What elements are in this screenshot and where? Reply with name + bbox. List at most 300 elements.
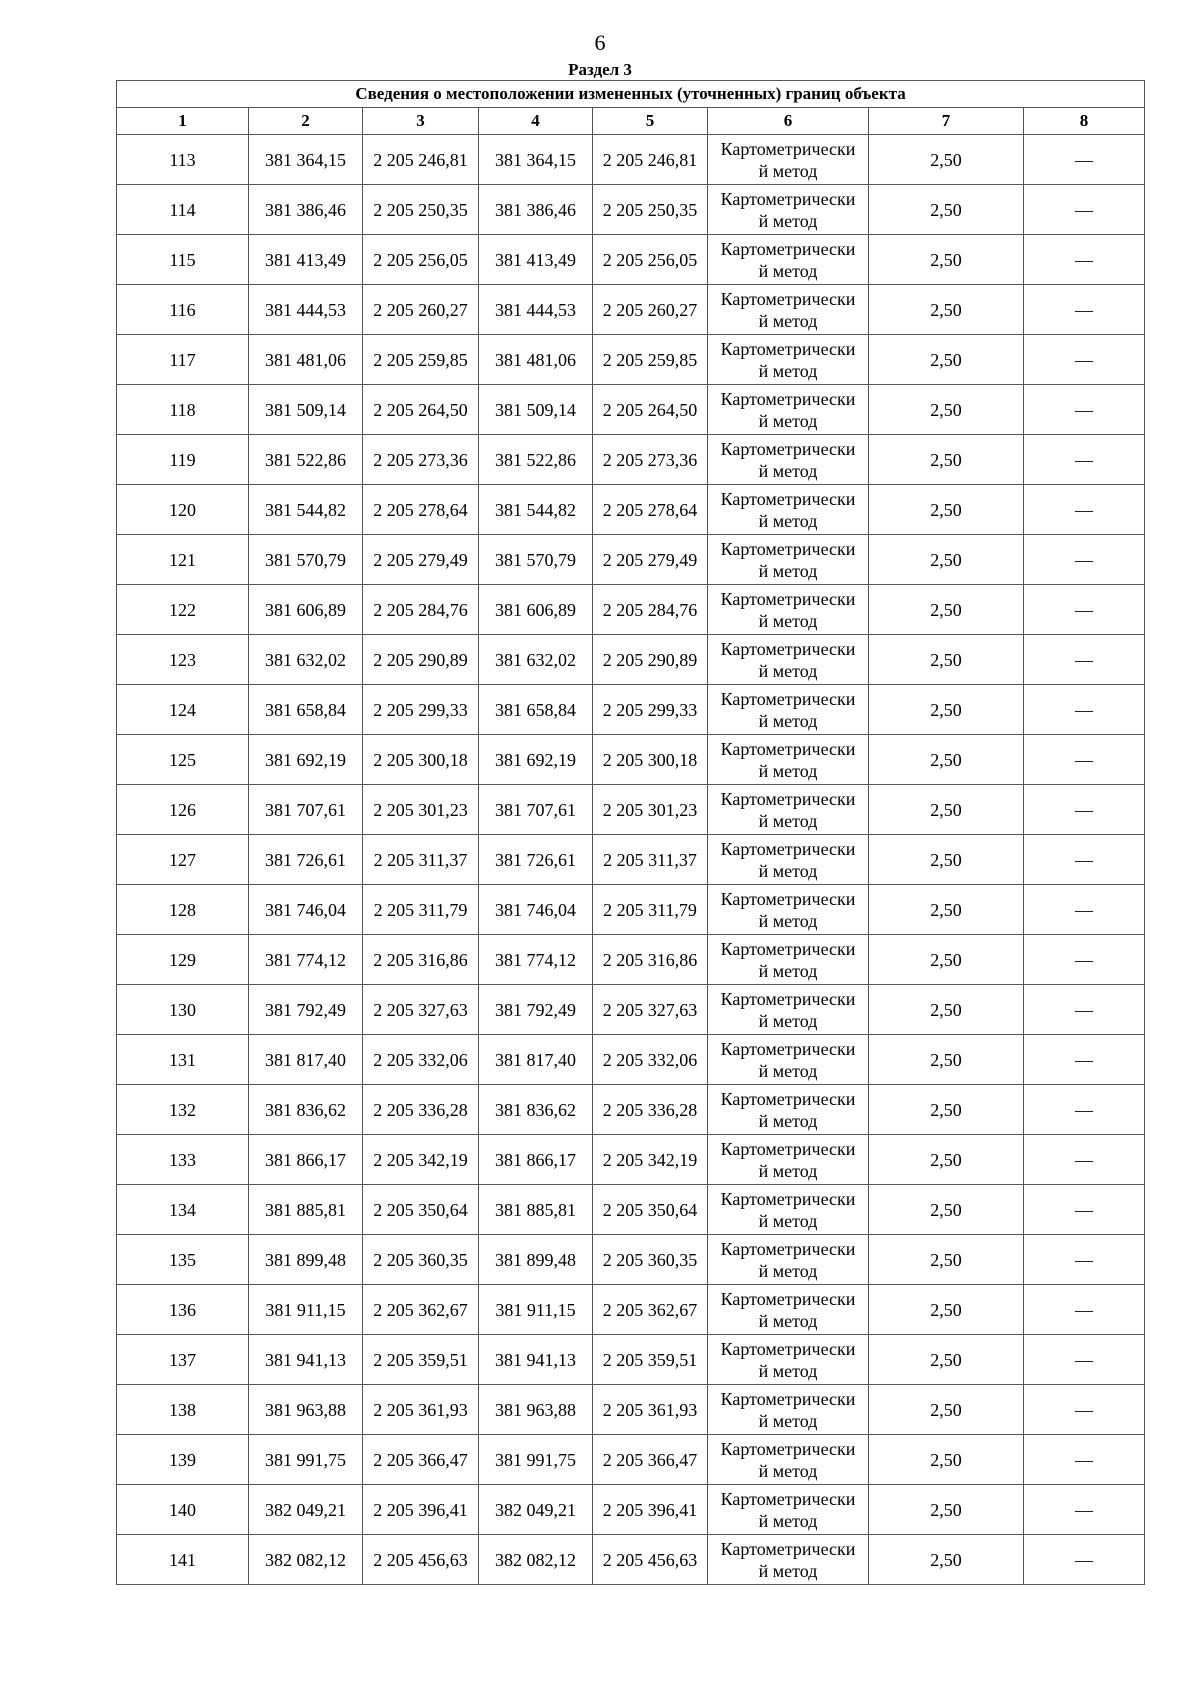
x-new-cell: 381 836,62	[479, 1085, 593, 1135]
y-new-cell: 2 205 246,81	[593, 135, 708, 185]
accuracy-cell: 2,50	[869, 435, 1024, 485]
method-cell	[708, 1085, 869, 1135]
x-new-cell: 381 885,81	[479, 1185, 593, 1235]
y-new-cell: 2 205 361,93	[593, 1385, 708, 1435]
method-line-2: й метод	[758, 210, 818, 231]
method-cell	[708, 935, 869, 985]
point-number-cell: 115	[117, 235, 249, 285]
accuracy-cell: 2,50	[869, 285, 1024, 335]
column-number: 7	[869, 108, 1024, 135]
table-row	[117, 1135, 1145, 1185]
x-old-cell: 382 049,21	[249, 1485, 363, 1535]
x-old-cell: 381 481,06	[249, 335, 363, 385]
table-row	[117, 1085, 1145, 1135]
description-cell: —	[1024, 435, 1145, 485]
y-new-cell: 2 205 260,27	[593, 285, 708, 335]
x-new-cell: 381 792,49	[479, 985, 593, 1035]
method-cell	[708, 535, 869, 585]
method-line-1: Картометрически	[720, 1238, 856, 1259]
method-line-1: Картометрически	[720, 788, 856, 809]
x-old-cell: 381 364,15	[249, 135, 363, 185]
method-line-2: й метод	[758, 160, 818, 181]
method-cell	[708, 335, 869, 385]
method-line-2: й метод	[758, 660, 818, 681]
y-new-cell: 2 205 366,47	[593, 1435, 708, 1485]
table-row	[117, 935, 1145, 985]
description-cell: —	[1024, 585, 1145, 635]
accuracy-cell: 2,50	[869, 1535, 1024, 1585]
x-old-cell: 381 509,14	[249, 385, 363, 435]
y-old-cell: 2 205 246,81	[363, 135, 479, 185]
method-line-1: Картометрически	[720, 1138, 856, 1159]
point-number-cell: 134	[117, 1185, 249, 1235]
table-row	[117, 585, 1145, 635]
y-old-cell: 2 205 264,50	[363, 385, 479, 435]
point-number-cell: 122	[117, 585, 249, 635]
x-new-cell: 381 509,14	[479, 385, 593, 435]
description-cell: —	[1024, 285, 1145, 335]
description-cell: —	[1024, 1285, 1145, 1335]
point-number-cell: 125	[117, 735, 249, 785]
point-number-cell: 121	[117, 535, 249, 585]
method-line-2: й метод	[758, 1260, 818, 1281]
y-new-cell: 2 205 396,41	[593, 1485, 708, 1535]
method-line-2: й метод	[758, 1460, 818, 1481]
method-line-2: й метод	[758, 560, 818, 581]
method-line-1: Картометрически	[720, 188, 856, 209]
x-old-cell: 381 692,19	[249, 735, 363, 785]
description-cell: —	[1024, 1385, 1145, 1435]
y-new-cell: 2 205 336,28	[593, 1085, 708, 1135]
y-old-cell: 2 205 311,79	[363, 885, 479, 935]
y-old-cell: 2 205 250,35	[363, 185, 479, 235]
point-number-cell: 114	[117, 185, 249, 235]
table-row	[117, 835, 1145, 885]
column-number: 8	[1024, 108, 1145, 135]
method-cell	[708, 1235, 869, 1285]
x-old-cell: 381 911,15	[249, 1285, 363, 1335]
method-line-1: Картометрически	[720, 1288, 856, 1309]
point-number-cell: 133	[117, 1135, 249, 1185]
x-old-cell: 381 386,46	[249, 185, 363, 235]
point-number-cell: 138	[117, 1385, 249, 1435]
method-cell	[708, 1035, 869, 1085]
x-new-cell: 381 632,02	[479, 635, 593, 685]
table-row	[117, 385, 1145, 435]
method-line-2: й метод	[758, 710, 818, 731]
point-number-cell: 139	[117, 1435, 249, 1485]
method-line-1: Картометрически	[720, 338, 856, 359]
method-line-1: Картометрически	[720, 1338, 856, 1359]
y-new-cell: 2 205 300,18	[593, 735, 708, 785]
description-cell: —	[1024, 1335, 1145, 1385]
y-new-cell: 2 205 273,36	[593, 435, 708, 485]
y-new-cell: 2 205 278,64	[593, 485, 708, 535]
method-line-2: й метод	[758, 1560, 818, 1581]
method-cell	[708, 585, 869, 635]
table-row	[117, 685, 1145, 735]
y-old-cell: 2 205 359,51	[363, 1335, 479, 1385]
method-line-2: й метод	[758, 860, 818, 881]
x-new-cell: 381 522,86	[479, 435, 593, 485]
method-line-2: й метод	[758, 1510, 818, 1531]
method-cell	[708, 435, 869, 485]
description-cell: —	[1024, 1235, 1145, 1285]
y-new-cell: 2 205 456,63	[593, 1535, 708, 1585]
point-number-cell: 116	[117, 285, 249, 335]
method-line-1: Картометрически	[720, 1538, 856, 1559]
y-old-cell: 2 205 332,06	[363, 1035, 479, 1085]
method-cell	[708, 1435, 869, 1485]
point-number-cell: 126	[117, 785, 249, 835]
y-old-cell: 2 205 456,63	[363, 1535, 479, 1585]
table-row	[117, 1335, 1145, 1385]
method-cell	[708, 735, 869, 785]
point-number-cell: 123	[117, 635, 249, 685]
method-line-1: Картометрически	[720, 988, 856, 1009]
method-line-2: й метод	[758, 960, 818, 981]
method-line-1: Картометрически	[720, 538, 856, 559]
y-old-cell: 2 205 362,67	[363, 1285, 479, 1335]
y-old-cell: 2 205 336,28	[363, 1085, 479, 1135]
method-line-1: Картометрически	[720, 1438, 856, 1459]
x-new-cell: 381 658,84	[479, 685, 593, 735]
description-cell: —	[1024, 885, 1145, 935]
y-old-cell: 2 205 273,36	[363, 435, 479, 485]
accuracy-cell: 2,50	[869, 1135, 1024, 1185]
point-number-cell: 129	[117, 935, 249, 985]
accuracy-cell: 2,50	[869, 1035, 1024, 1085]
x-new-cell: 382 082,12	[479, 1535, 593, 1585]
method-cell	[708, 835, 869, 885]
y-old-cell: 2 205 350,64	[363, 1185, 479, 1235]
x-new-cell: 381 481,06	[479, 335, 593, 385]
method-line-1: Картометрически	[720, 488, 856, 509]
x-old-cell: 381 792,49	[249, 985, 363, 1035]
x-new-cell: 381 707,61	[479, 785, 593, 835]
accuracy-cell: 2,50	[869, 635, 1024, 685]
method-cell	[708, 485, 869, 535]
point-number-cell: 141	[117, 1535, 249, 1585]
y-new-cell: 2 205 259,85	[593, 335, 708, 385]
method-cell	[708, 235, 869, 285]
accuracy-cell: 2,50	[869, 1385, 1024, 1435]
method-cell	[708, 685, 869, 735]
method-line-1: Картометрически	[720, 738, 856, 759]
y-new-cell: 2 205 299,33	[593, 685, 708, 735]
method-line-2: й метод	[758, 1010, 818, 1031]
x-old-cell: 381 726,61	[249, 835, 363, 885]
x-new-cell: 381 364,15	[479, 135, 593, 185]
point-number-cell: 130	[117, 985, 249, 1035]
x-new-cell: 381 746,04	[479, 885, 593, 935]
y-new-cell: 2 205 301,23	[593, 785, 708, 835]
method-line-1: Картометрически	[720, 238, 856, 259]
method-cell	[708, 1385, 869, 1435]
description-cell: —	[1024, 1135, 1145, 1185]
accuracy-cell: 2,50	[869, 185, 1024, 235]
accuracy-cell: 2,50	[869, 485, 1024, 535]
table-row	[117, 185, 1145, 235]
point-number-cell: 132	[117, 1085, 249, 1135]
y-old-cell: 2 205 290,89	[363, 635, 479, 685]
y-new-cell: 2 205 327,63	[593, 985, 708, 1035]
method-line-1: Картометрически	[720, 1088, 856, 1109]
point-number-cell: 140	[117, 1485, 249, 1535]
y-old-cell: 2 205 256,05	[363, 235, 479, 285]
description-cell: —	[1024, 935, 1145, 985]
y-old-cell: 2 205 316,86	[363, 935, 479, 985]
y-old-cell: 2 205 360,35	[363, 1235, 479, 1285]
y-old-cell: 2 205 361,93	[363, 1385, 479, 1435]
y-old-cell: 2 205 278,64	[363, 485, 479, 535]
method-line-2: й метод	[758, 410, 818, 431]
description-cell: —	[1024, 1085, 1145, 1135]
x-new-cell: 381 817,40	[479, 1035, 593, 1085]
accuracy-cell: 2,50	[869, 1335, 1024, 1385]
x-new-cell: 381 941,13	[479, 1335, 593, 1385]
method-cell	[708, 285, 869, 335]
method-line-2: й метод	[758, 1310, 818, 1331]
accuracy-cell: 2,50	[869, 585, 1024, 635]
y-new-cell: 2 205 264,50	[593, 385, 708, 435]
table-row	[117, 985, 1145, 1035]
method-cell	[708, 985, 869, 1035]
point-number-cell: 128	[117, 885, 249, 935]
x-new-cell: 381 444,53	[479, 285, 593, 335]
y-old-cell: 2 205 300,18	[363, 735, 479, 785]
method-line-2: й метод	[758, 360, 818, 381]
x-old-cell: 381 570,79	[249, 535, 363, 585]
description-cell: —	[1024, 235, 1145, 285]
table-row	[117, 1485, 1145, 1535]
column-number: 5	[593, 108, 708, 135]
x-new-cell: 381 692,19	[479, 735, 593, 785]
method-cell	[708, 1135, 869, 1185]
y-old-cell: 2 205 259,85	[363, 335, 479, 385]
table-row	[117, 785, 1145, 835]
description-cell: —	[1024, 185, 1145, 235]
method-line-2: й метод	[758, 810, 818, 831]
method-cell	[708, 885, 869, 935]
method-line-2: й метод	[758, 760, 818, 781]
description-cell: —	[1024, 685, 1145, 735]
x-old-cell: 381 941,13	[249, 1335, 363, 1385]
x-new-cell: 381 726,61	[479, 835, 593, 885]
method-cell	[708, 385, 869, 435]
method-line-2: й метод	[758, 460, 818, 481]
x-old-cell: 381 836,62	[249, 1085, 363, 1135]
accuracy-cell: 2,50	[869, 535, 1024, 585]
y-old-cell: 2 205 366,47	[363, 1435, 479, 1485]
accuracy-cell: 2,50	[869, 1235, 1024, 1285]
method-line-1: Картометрически	[720, 388, 856, 409]
method-line-2: й метод	[758, 910, 818, 931]
accuracy-cell: 2,50	[869, 335, 1024, 385]
table-row	[117, 1285, 1145, 1335]
page-number: 6	[594, 30, 606, 55]
y-new-cell: 2 205 311,37	[593, 835, 708, 885]
x-old-cell: 381 413,49	[249, 235, 363, 285]
accuracy-cell: 2,50	[869, 235, 1024, 285]
method-line-1: Картометрически	[720, 888, 856, 909]
column-number: 2	[249, 108, 363, 135]
table-row	[117, 535, 1145, 585]
point-number-cell: 124	[117, 685, 249, 735]
x-old-cell: 382 082,12	[249, 1535, 363, 1585]
table-row	[117, 485, 1145, 535]
x-old-cell: 381 866,17	[249, 1135, 363, 1185]
y-old-cell: 2 205 299,33	[363, 685, 479, 735]
table-row	[117, 285, 1145, 335]
method-line-2: й метод	[758, 1060, 818, 1081]
method-line-2: й метод	[758, 260, 818, 281]
accuracy-cell: 2,50	[869, 1435, 1024, 1485]
table-row	[117, 1185, 1145, 1235]
description-cell: —	[1024, 1435, 1145, 1485]
x-old-cell: 381 899,48	[249, 1235, 363, 1285]
description-cell: —	[1024, 785, 1145, 835]
x-old-cell: 381 707,61	[249, 785, 363, 835]
method-line-2: й метод	[758, 310, 818, 331]
method-line-1: Картометрически	[720, 1188, 856, 1209]
x-new-cell: 381 413,49	[479, 235, 593, 285]
y-new-cell: 2 205 332,06	[593, 1035, 708, 1085]
method-line-1: Картометрически	[720, 638, 856, 659]
method-cell	[708, 785, 869, 835]
method-line-2: й метод	[758, 1160, 818, 1181]
table-row	[117, 335, 1145, 385]
y-new-cell: 2 205 279,49	[593, 535, 708, 585]
table-caption: Сведения о местоположении измененных (уточненных) границ объекта	[117, 81, 1145, 108]
method-line-1: Картометрически	[720, 1388, 856, 1409]
x-new-cell: 381 911,15	[479, 1285, 593, 1335]
point-number-cell: 137	[117, 1335, 249, 1385]
x-new-cell: 381 899,48	[479, 1235, 593, 1285]
y-old-cell: 2 205 284,76	[363, 585, 479, 635]
section-title: Раздел 3	[568, 60, 632, 79]
method-line-1: Картометрически	[720, 938, 856, 959]
accuracy-cell: 2,50	[869, 835, 1024, 885]
method-cell	[708, 185, 869, 235]
method-line-2: й метод	[758, 1210, 818, 1231]
table-row	[117, 735, 1145, 785]
accuracy-cell: 2,50	[869, 735, 1024, 785]
method-line-1: Картометрически	[720, 138, 856, 159]
method-cell	[708, 635, 869, 685]
table-row	[117, 1385, 1145, 1435]
y-new-cell: 2 205 290,89	[593, 635, 708, 685]
accuracy-cell: 2,50	[869, 385, 1024, 435]
column-number: 4	[479, 108, 593, 135]
method-cell	[708, 1485, 869, 1535]
y-new-cell: 2 205 256,05	[593, 235, 708, 285]
y-new-cell: 2 205 362,67	[593, 1285, 708, 1335]
x-new-cell: 381 570,79	[479, 535, 593, 585]
description-cell: —	[1024, 635, 1145, 685]
point-number-cell: 113	[117, 135, 249, 185]
description-cell: —	[1024, 135, 1145, 185]
point-number-cell: 131	[117, 1035, 249, 1085]
method-line-1: Картометрически	[720, 688, 856, 709]
x-old-cell: 381 522,86	[249, 435, 363, 485]
accuracy-cell: 2,50	[869, 885, 1024, 935]
accuracy-cell: 2,50	[869, 1185, 1024, 1235]
column-number: 6	[708, 108, 869, 135]
table-row	[117, 135, 1145, 185]
description-cell: —	[1024, 1535, 1145, 1585]
description-cell: —	[1024, 1485, 1145, 1535]
method-line-1: Картометрически	[720, 1038, 856, 1059]
y-new-cell: 2 205 250,35	[593, 185, 708, 235]
column-number: 1	[117, 108, 249, 135]
description-cell: —	[1024, 1035, 1145, 1085]
table-row	[117, 435, 1145, 485]
y-new-cell: 2 205 359,51	[593, 1335, 708, 1385]
y-old-cell: 2 205 327,63	[363, 985, 479, 1035]
x-old-cell: 381 544,82	[249, 485, 363, 535]
point-number-cell: 117	[117, 335, 249, 385]
column-number: 3	[363, 108, 479, 135]
description-cell: —	[1024, 385, 1145, 435]
y-old-cell: 2 205 260,27	[363, 285, 479, 335]
x-old-cell: 381 774,12	[249, 935, 363, 985]
x-new-cell: 381 866,17	[479, 1135, 593, 1185]
x-old-cell: 381 444,53	[249, 285, 363, 335]
x-old-cell: 381 963,88	[249, 1385, 363, 1435]
x-new-cell: 381 606,89	[479, 585, 593, 635]
table-caption-row	[117, 81, 1145, 108]
x-old-cell: 381 817,40	[249, 1035, 363, 1085]
y-old-cell: 2 205 396,41	[363, 1485, 479, 1535]
description-cell: —	[1024, 335, 1145, 385]
method-line-2: й метод	[758, 1110, 818, 1131]
point-number-cell: 135	[117, 1235, 249, 1285]
table-row	[117, 1235, 1145, 1285]
description-cell: —	[1024, 735, 1145, 785]
table-row	[117, 885, 1145, 935]
method-cell	[708, 1335, 869, 1385]
table-row	[117, 235, 1145, 285]
x-old-cell: 381 606,89	[249, 585, 363, 635]
x-new-cell: 382 049,21	[479, 1485, 593, 1535]
y-new-cell: 2 205 350,64	[593, 1185, 708, 1235]
method-cell	[708, 1185, 869, 1235]
accuracy-cell: 2,50	[869, 935, 1024, 985]
point-number-cell: 119	[117, 435, 249, 485]
method-line-1: Картометрически	[720, 838, 856, 859]
x-new-cell: 381 963,88	[479, 1385, 593, 1435]
accuracy-cell: 2,50	[869, 1485, 1024, 1535]
y-new-cell: 2 205 342,19	[593, 1135, 708, 1185]
x-new-cell: 381 386,46	[479, 185, 593, 235]
method-line-2: й метод	[758, 610, 818, 631]
x-old-cell: 381 658,84	[249, 685, 363, 735]
accuracy-cell: 2,50	[869, 785, 1024, 835]
accuracy-cell: 2,50	[869, 985, 1024, 1035]
method-line-1: Картометрически	[720, 1488, 856, 1509]
x-old-cell: 381 746,04	[249, 885, 363, 935]
accuracy-cell: 2,50	[869, 1285, 1024, 1335]
accuracy-cell: 2,50	[869, 135, 1024, 185]
method-line-1: Картометрически	[720, 288, 856, 309]
table-row	[117, 635, 1145, 685]
y-new-cell: 2 205 284,76	[593, 585, 708, 635]
table-row	[117, 1435, 1145, 1485]
method-line-1: Картометрически	[720, 438, 856, 459]
method-line-2: й метод	[758, 1410, 818, 1431]
y-old-cell: 2 205 279,49	[363, 535, 479, 585]
